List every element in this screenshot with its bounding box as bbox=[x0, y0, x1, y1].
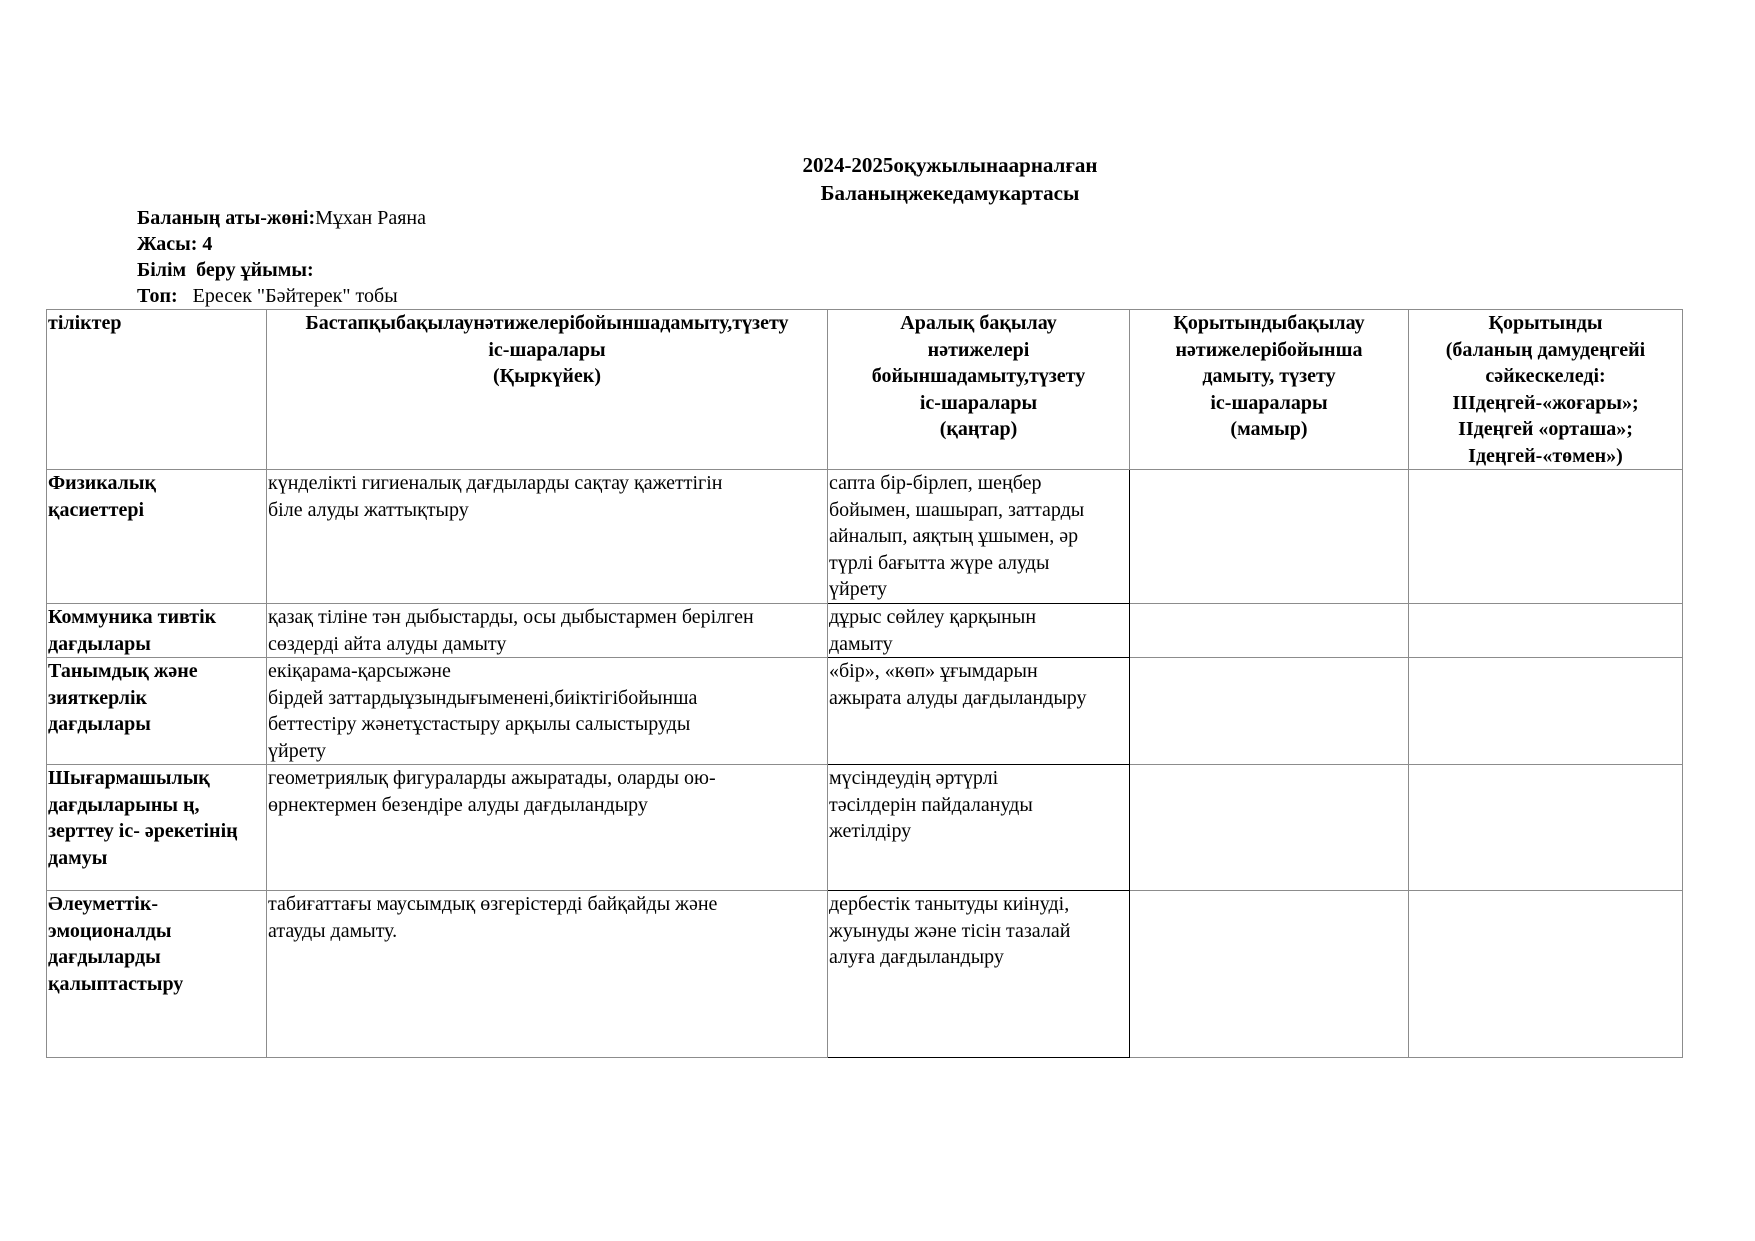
row-initial: геометриялық фигураларды ажыратады, оларды ою- өрнектермен безендіре алуды дағдыландыру bbox=[267, 765, 828, 891]
title-line-2: Баланыңжекедамукартасы bbox=[820, 181, 1080, 205]
title-line-1: 2024-2025оқужылынаарналған bbox=[802, 153, 1098, 177]
row-mid: «бір», «көп» ұғымдарын ажырата алуды дағдыландыру bbox=[828, 658, 1130, 765]
development-table bbox=[46, 309, 1683, 1058]
row-mid: мүсіндеудің әртүрлі тәсілдерін пайдалануды жетілдіру bbox=[828, 765, 1130, 891]
header-result: Қорытынды (баланың дамудеңгейі сәйкескеледі: IIIдеңгей-«жоғары»; IIдеңгей «орташа»; Iдеңгей-«төмен») bbox=[1409, 310, 1683, 470]
row-area: Шығармашылық дағдыларыны ң, зерттеу іс- әрекетінің дамуы bbox=[47, 765, 267, 891]
name-label: Баланың аты-жөні: bbox=[137, 207, 316, 229]
group-label: Топ: bbox=[137, 285, 178, 307]
row-initial: күнделікті гигиеналық дағдыларды сақтау қажеттігін біле алуды жаттықтыру bbox=[267, 470, 828, 604]
row-mid: дербестік танытуды киінуді, жуынуды және тісін тазалай алуға дағдыландыру bbox=[828, 891, 1130, 1058]
header-final: Қорытындыбақылау нәтижелерібойынша дамыту, түзету іс-шаралары (мамыр) bbox=[1130, 310, 1409, 470]
header-row bbox=[47, 310, 1683, 470]
row-final bbox=[1130, 765, 1409, 891]
table-row bbox=[47, 604, 1683, 658]
row-result bbox=[1409, 470, 1683, 604]
table-row bbox=[47, 891, 1683, 1058]
row-initial: қазақ тіліне тән дыбыстарды, осы дыбыстармен берілген сөздерді айта алуды дамыту bbox=[267, 604, 828, 658]
row-area: Танымдық және зияткерлік дағдылары bbox=[47, 658, 267, 765]
row-final bbox=[1130, 891, 1409, 1058]
name-value: Мұхан Раяна bbox=[315, 207, 426, 229]
group-row bbox=[137, 283, 426, 309]
row-result bbox=[1409, 658, 1683, 765]
row-final bbox=[1130, 470, 1409, 604]
row-area: Коммуника тивтік дағдылары bbox=[47, 604, 267, 658]
header-area: тіліктер bbox=[47, 310, 267, 470]
org-row: Білім беру ұйымы: bbox=[137, 259, 314, 281]
table-row bbox=[47, 658, 1683, 765]
row-mid: дұрыс сөйлеу қарқынын дамыту bbox=[828, 604, 1130, 658]
header-mid: Аралық бақылау нәтижелері бойыншадамыту,түзету іс-шаралары (қаңтар) bbox=[828, 310, 1130, 470]
table-row bbox=[47, 470, 1683, 604]
row-initial: табиғаттағы маусымдық өзгерістерді байқайды және атауды дамыту. bbox=[267, 891, 828, 1058]
header-initial: Бастапқыбақылаунәтижелерібойыншадамыту,түзету іс-шаралары (Қыркүйек) bbox=[267, 310, 828, 470]
table-row bbox=[47, 765, 1683, 891]
document-title bbox=[0, 151, 1755, 207]
row-mid: сапта бір-бірлеп, шеңбер бойымен, шашырап, заттарды айналып, аяқтың ұшымен, әр түрлі бағытта жүре алуды үйрету bbox=[828, 470, 1130, 604]
row-initial: екіқарама-қарсыжәне бірдей заттардыұзындығыменені,биіктігібойынша беттестіру жәнетұстастыру арқылы салыстыруды үйрету bbox=[267, 658, 828, 765]
group-value: Ересек "Бәйтерек" тобы bbox=[192, 285, 398, 307]
child-info bbox=[137, 205, 426, 309]
row-result bbox=[1409, 891, 1683, 1058]
row-area: Физикалық қасиеттері bbox=[47, 470, 267, 604]
row-area: Әлеуметтік- эмоционалды дағдыларды қалыптастыру bbox=[47, 891, 267, 1058]
name-row bbox=[137, 205, 426, 231]
age-row: Жасы: 4 bbox=[137, 233, 213, 255]
row-final bbox=[1130, 658, 1409, 765]
row-final bbox=[1130, 604, 1409, 658]
row-result bbox=[1409, 765, 1683, 891]
row-result bbox=[1409, 604, 1683, 658]
